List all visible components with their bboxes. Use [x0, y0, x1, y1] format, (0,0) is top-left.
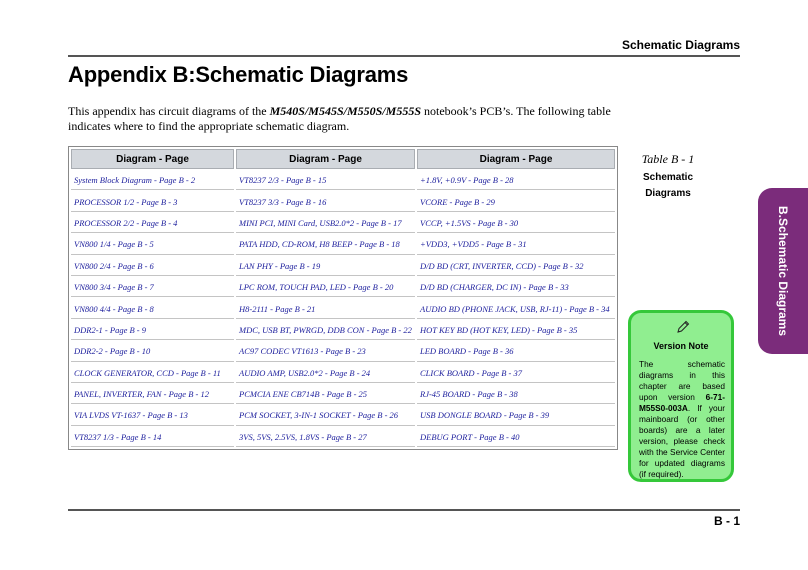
diagram-page-link[interactable]: H8-2111 - Page B - 21: [236, 299, 415, 318]
note-text: The schematic diagrams in this chapter are based upon version: [639, 359, 725, 402]
page-number: B - 1: [713, 514, 740, 528]
diagram-page-link[interactable]: PROCESSOR 2/2 - Page B - 4: [71, 214, 234, 233]
top-divider: [68, 55, 740, 57]
diagram-page-link[interactable]: VN800 1/4 - Page B - 5: [71, 235, 234, 254]
column-header: Diagram - Page: [417, 149, 615, 169]
diagram-page-link[interactable]: System Block Diagram - Page B - 2: [71, 171, 234, 190]
diagram-page-link[interactable]: +VDD3, +VDD5 - Page B - 31: [417, 235, 615, 254]
table-row: [71, 235, 615, 254]
diagram-page-link[interactable]: VIA LVDS VT-1637 - Page B - 13: [71, 406, 234, 425]
diagram-page-link[interactable]: AC97 CODEC VT1613 - Page B - 23: [236, 342, 415, 361]
diagram-page-link[interactable]: VT8237 2/3 - Page B - 15: [236, 171, 415, 190]
diagram-page-link[interactable]: PANEL, INVERTER, FAN - Page B - 12: [71, 385, 234, 404]
diagram-index-table: [68, 146, 618, 450]
table-row: [71, 406, 615, 425]
diagram-page-link[interactable]: AUDIO AMP, USB2.0*2 - Page B - 24: [236, 364, 415, 383]
version-note-body: [639, 359, 725, 480]
bottom-divider: [68, 509, 740, 511]
diagram-page-link[interactable]: CLOCK GENERATOR, CCD - Page B - 11: [71, 364, 234, 383]
intro-paragraph: [68, 104, 620, 134]
diagram-page-link[interactable]: AUDIO BD (PHONE JACK, USB, RJ-11) - Page B - 34: [417, 299, 615, 318]
diagram-page-link[interactable]: VT8237 1/3 - Page B - 14: [71, 428, 234, 447]
table-row: [71, 171, 615, 190]
diagram-page-link[interactable]: MDC, USB BT, PWRGD, DDB CON - Page B - 22: [236, 321, 415, 340]
table-row: [71, 214, 615, 233]
table-row: [71, 321, 615, 340]
diagram-page-link[interactable]: VN800 3/4 - Page B - 7: [71, 278, 234, 297]
model-names: M540S/M545S/M550S/M555S: [269, 104, 421, 118]
intro-before: This appendix has circuit diagrams of the: [68, 104, 270, 118]
diagram-page-link[interactable]: VT8237 3/3 - Page B - 16: [236, 192, 415, 211]
diagram-page-link[interactable]: PCM SOCKET, 3-IN-1 SOCKET - Page B - 26: [236, 406, 415, 425]
table-row: [71, 278, 615, 297]
diagram-page-link[interactable]: LAN PHY - Page B - 19: [236, 257, 415, 276]
diagram-page-link[interactable]: DEBUG PORT - Page B - 40: [417, 428, 615, 447]
column-header: Diagram - Page: [71, 149, 234, 169]
version-note-box: [628, 310, 734, 482]
table-row: [71, 364, 615, 383]
note-text: . If your mainboard (or other boards) are a later version, please check with the Service Center for updated diagrams (if required).: [639, 403, 725, 479]
diagram-page-link[interactable]: PROCESSOR 1/2 - Page B - 3: [71, 192, 234, 211]
version-note-title: Version Note: [653, 341, 709, 351]
column-header: Diagram - Page: [236, 149, 415, 169]
caption-description: [623, 170, 713, 202]
diagram-page-link[interactable]: PCMCIA ENE CB714B - Page B - 25: [236, 385, 415, 404]
table-body: [71, 171, 615, 447]
pencil-icon: [675, 319, 691, 335]
intro-after: notebook’s PCB’s. The following table indicates where to find the appropriate schematic diagram.: [68, 104, 611, 133]
table-header-row: [71, 149, 615, 169]
caption-line: Schematic: [642, 172, 694, 183]
caption-label: Table B - 1: [641, 152, 695, 166]
chapter-side-tab: [758, 188, 808, 354]
diagram-page-link[interactable]: LED BOARD - Page B - 36: [417, 342, 615, 361]
diagram-page-link[interactable]: +1.8V, +0.9V - Page B - 28: [417, 171, 615, 190]
diagram-page-link[interactable]: HOT KEY BD (HOT KEY, LED) - Page B - 35: [417, 321, 615, 340]
diagram-page-link[interactable]: VN800 2/4 - Page B - 6: [71, 257, 234, 276]
diagram-page-link[interactable]: LPC ROM, TOUCH PAD, LED - Page B - 20: [236, 278, 415, 297]
diagram-page-link[interactable]: USB DONGLE BOARD - Page B - 39: [417, 406, 615, 425]
diagram-page-link[interactable]: VCORE - Page B - 29: [417, 192, 615, 211]
diagram-page-link[interactable]: VN800 4/4 - Page B - 8: [71, 299, 234, 318]
table-row: [71, 257, 615, 276]
diagram-page-link[interactable]: RJ-45 BOARD - Page B - 38: [417, 385, 615, 404]
page-title: Appendix B:Schematic Diagrams: [68, 62, 409, 87]
table-row: [71, 299, 615, 318]
diagram-page-link[interactable]: DDR2-2 - Page B - 10: [71, 342, 234, 361]
table-row: [71, 342, 615, 361]
caption-line: Diagrams: [645, 188, 691, 199]
diagram-page-link[interactable]: MINI PCI, MINI Card, USB2.0*2 - Page B - 17: [236, 214, 415, 233]
table-row: [71, 385, 615, 404]
diagram-page-link[interactable]: D/D BD (CHARGER, DC IN) - Page B - 33: [417, 278, 615, 297]
table-caption: [623, 152, 713, 202]
table-row: [71, 192, 615, 211]
diagram-page-link[interactable]: PATA HDD, CD-ROM, H8 BEEP - Page B - 18: [236, 235, 415, 254]
diagram-page-link[interactable]: 3VS, 5VS, 2.5VS, 1.8VS - Page B - 27: [236, 428, 415, 447]
diagram-page-link[interactable]: VCCP, +1.5VS - Page B - 30: [417, 214, 615, 233]
running-header: Schematic Diagrams: [621, 38, 740, 52]
side-tab-label: B.Schematic Diagrams: [776, 205, 790, 337]
diagram-page-link[interactable]: DDR2-1 - Page B - 9: [71, 321, 234, 340]
diagram-page-link[interactable]: D/D BD (CRT, INVERTER, CCD) - Page B - 32: [417, 257, 615, 276]
table-row: [71, 428, 615, 447]
diagram-page-link[interactable]: CLICK BOARD - Page B - 37: [417, 364, 615, 383]
version-number: 6-71-M55S0-003A: [639, 392, 725, 413]
